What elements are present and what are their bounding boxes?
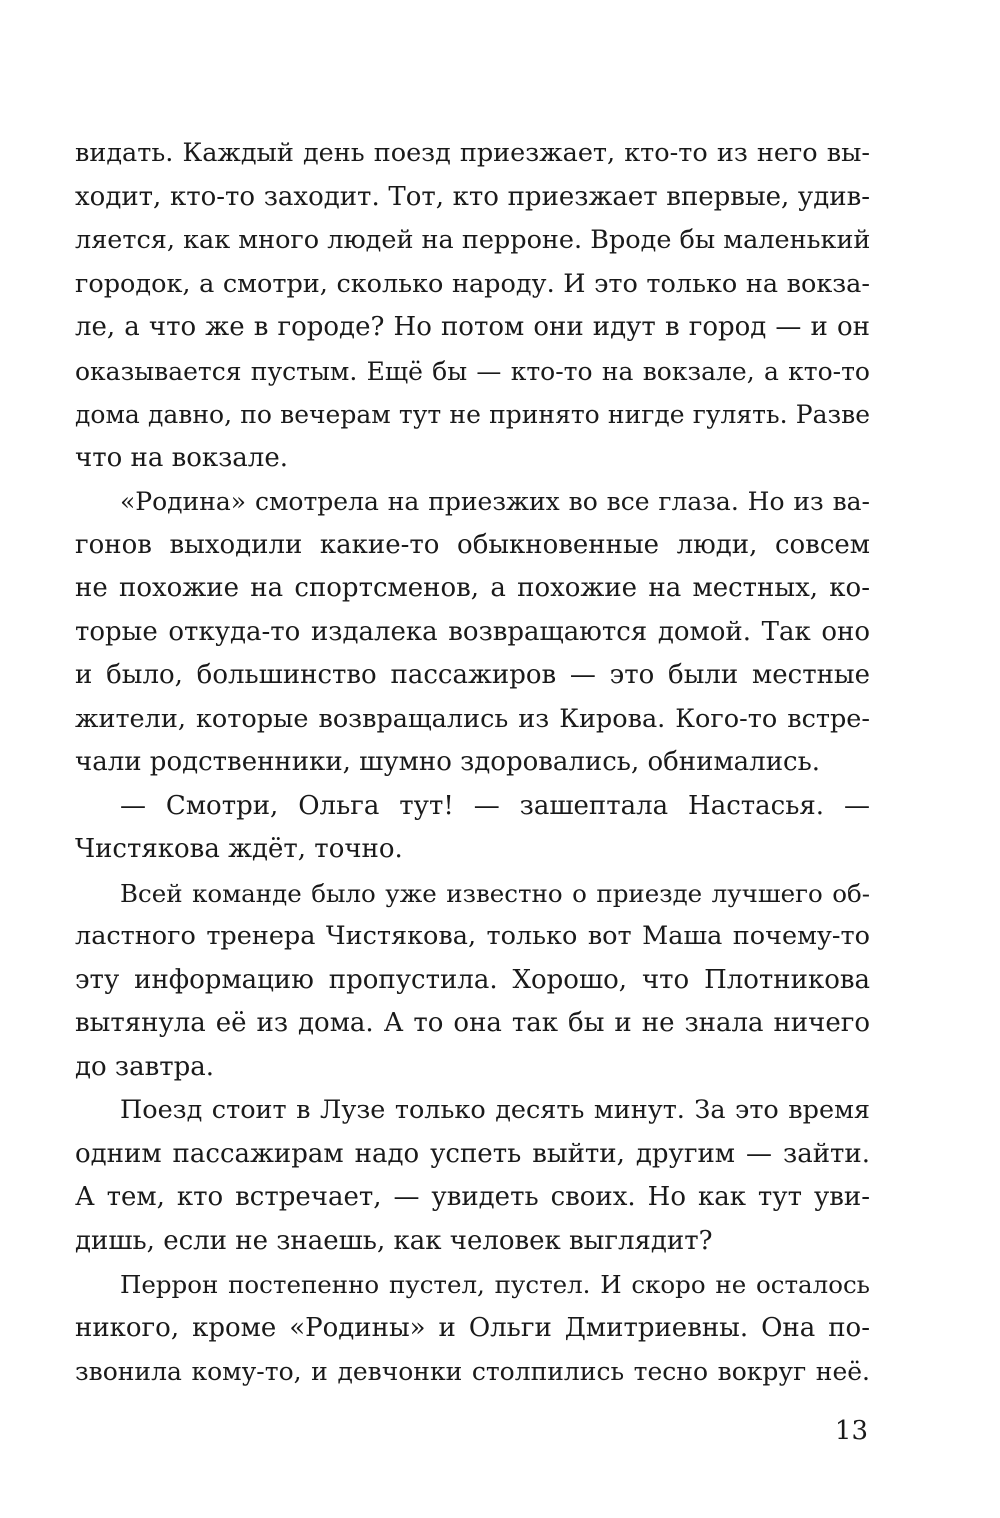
text-line: — Смотри, Ольга тут! — зашептала Настасья. — (120, 790, 870, 821)
text-line: и было, большинство пассажиров — это были местные (75, 660, 870, 690)
text-line: вытянула её из дома. А то она так бы и не знала ничего (75, 1008, 870, 1038)
text-line: видать. Каждый день поезд приезжает, кто-то из него вы- (75, 138, 870, 168)
text-line: жители, которые возвращались из Кирова. Кого-то встре- (75, 703, 870, 734)
text-line: «Родина» смотрела на приезжих во все глаза. Но из ва- (120, 487, 870, 516)
body-text (75, 132, 870, 1394)
text-line: оказывается пустым. Ещё бы — кто-то на вокзале, а кто-то (75, 356, 870, 386)
text-line: дишь, если не знаешь, как человек выглядит? (75, 1225, 713, 1256)
text-line: одним пассажирам надо успеть выйти, другим — зайти. (75, 1138, 870, 1169)
text-line: городок, а смотри, сколько народу. И это только на вокза- (75, 268, 870, 299)
text-line: эту информацию пропустила. Хорошо, что Плотникова (75, 964, 870, 995)
text-line: Чистякова ждёт, точно. (75, 834, 403, 864)
text-line: А тем, кто встречает, — увидеть своих. Но как тут уви- (75, 1182, 870, 1212)
text-line: Всей команде было уже известно о приезде лучшего об- (120, 878, 870, 908)
text-line: ле, а что же в городе? Но потом они идут в город — и он (75, 312, 870, 342)
text-line: дома давно, по вечерам тут не принято нигде гулять. Разве (75, 400, 870, 429)
text-line: не похожие на спортсменов, а похожие на местных, ко- (75, 573, 870, 603)
text-line: звонила кому-то, и девчонки столпились тесно вокруг неё. (75, 1357, 870, 1386)
text-line: до завтра. (75, 1051, 215, 1082)
page-number: 13 (834, 1416, 868, 1446)
text-line: чали родственники, шумно здоровались, обнимались. (75, 747, 820, 777)
text-line: гонов выходили какие-то обыкновенные люди, совсем (75, 529, 870, 560)
text-line: что на вокзале. (75, 442, 288, 473)
text-line: никого, кроме «Родины» и Ольги Дмитриевны. Она по- (75, 1312, 870, 1343)
text-line: торые откуда-то издалека возвращаются домой. Так оно (75, 616, 870, 647)
text-line: Перрон постепенно пустел, пустел. И скоро не осталось (120, 1270, 870, 1299)
text-line: ластного тренера Чистякова, только вот Маша почему-то (75, 921, 870, 951)
text-line: ходит, кто-то заходит. Тот, кто приезжает впервые, удив- (75, 181, 870, 212)
text-line: ляется, как много людей на перроне. Вроде бы маленький (75, 225, 871, 255)
text-line: Поезд стоит в Лузе только десять минут. За это время (120, 1095, 870, 1125)
